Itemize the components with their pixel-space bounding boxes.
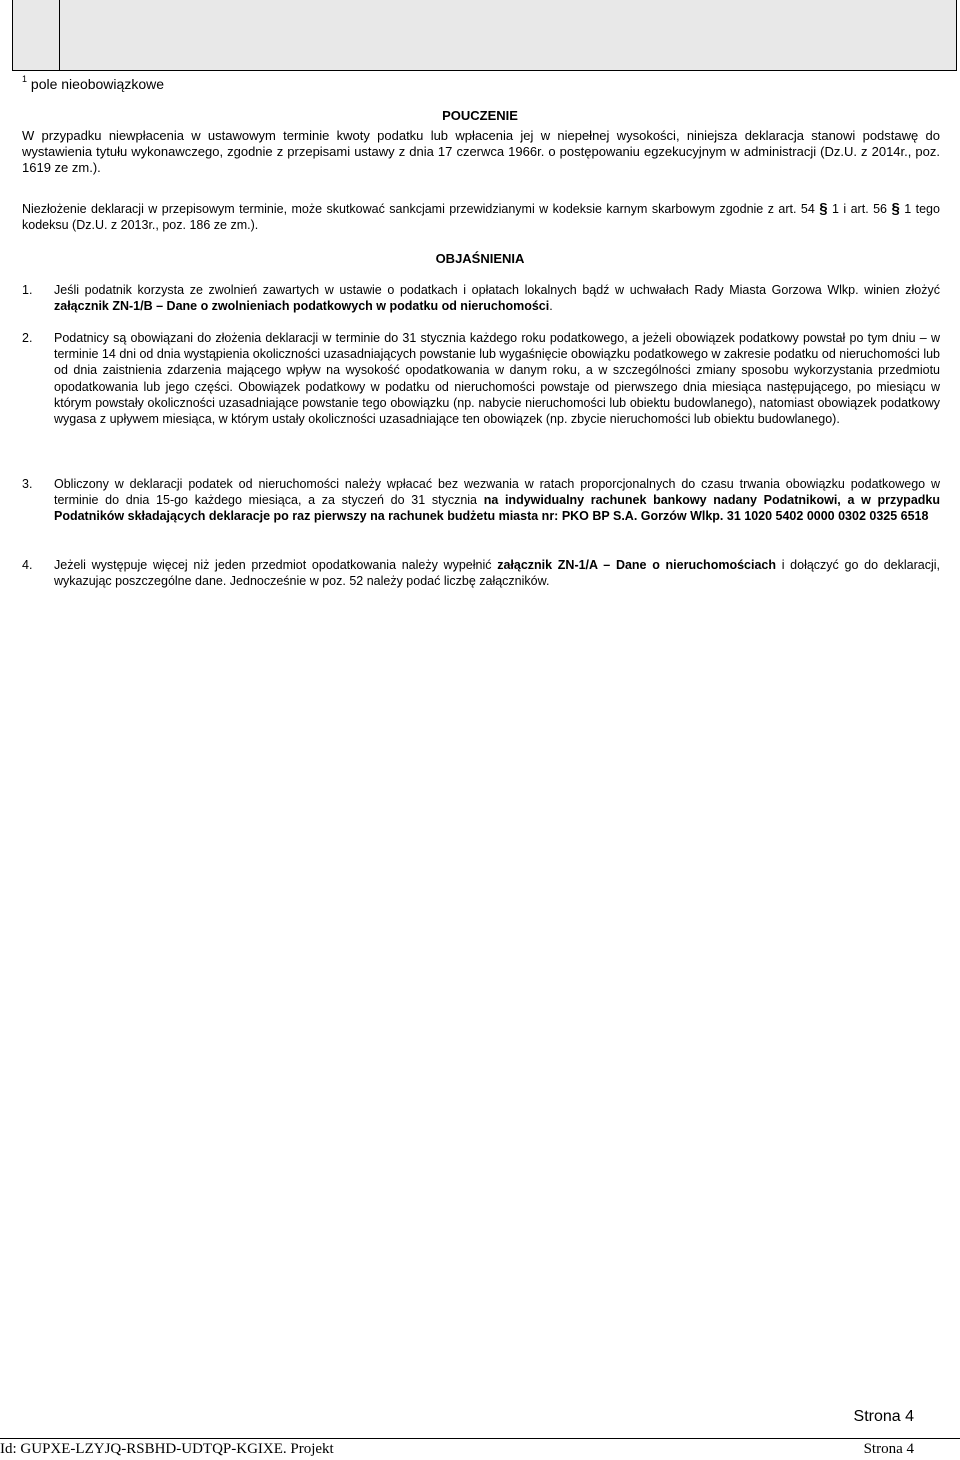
item-bold-text: załącznik ZN-1/A – Dane o nieruchomościach: [497, 558, 776, 572]
p2-part-c: 1 tego kodeksu (Dz.U. z 2013r., poz. 186 ze zm.).: [22, 202, 940, 232]
form-table-cell: [13, 0, 60, 70]
item-bold-text: na indywidualny rachunek bankowy nadany Podatnikowi, a w przypadku Podatników składających deklaracje po raz pierwszy na rachunek budżetu miasta nr: PKO BP S.A. Gorzów Wlkp. 31 1020 5402 0000 0302 0325 6518: [54, 493, 940, 524]
item-number: 4.: [22, 558, 33, 572]
objasnienia-heading: OBJAŚNIENIA: [435, 251, 525, 266]
item-text-after: i dołączyć go do deklaracji, wykazując poszczególne dane. Jednocześnie w poz. 52 należy podać liczbę załączników.: [54, 558, 940, 589]
objasnienia-item-1: [22, 282, 940, 314]
objasnienia-item-2: [22, 330, 940, 427]
footer-document-id: Id: GUPXE-LZYJQ-RSBHD-UDTQP-KGIXE. Projekt: [0, 1441, 334, 1457]
item-number: 3.: [22, 477, 33, 491]
item-text-after: .: [549, 299, 553, 314]
item-text: Obliczony w deklaracji podatek od nieruchomości należy wpłacać bez wezwania w ratach proporcjonalnych do czasu trwania obowiązku podatkowego w terminie do dnia 15-go każdego miesiąca, a za styczeń do 31 stycznia: [54, 477, 940, 508]
item-text: Jeżeli występuje więcej niż jeden przedmiot opodatkowania należy wypełnić: [54, 558, 498, 572]
pouczenie-paragraph-2: [22, 201, 940, 233]
footer-divider: [0, 1438, 960, 1439]
form-table-remnant: [12, 0, 957, 71]
objasnienia-item-3: [22, 476, 940, 525]
section-symbol: §: [891, 200, 900, 217]
item-text: Jeśli podatnik korzysta ze zwolnień zawartych w ustawie o podatkach i opłatach lokalnych bądź w uchwałach Rady Miasta Gorzowa Wlkp. winien złożyć: [54, 283, 940, 297]
footnote-text: pole nieobowiązkowe: [30, 76, 164, 92]
footnote: [22, 76, 164, 92]
p2-part-b: 1 i art. 56: [832, 202, 888, 216]
objasnienia-item-4: [22, 557, 940, 589]
pouczenie-paragraph-1: W przypadku niewpłacenia w ustawowym terminie kwoty podatku lub wpłacenia jej w niepełnej wysokości, niniejsza deklaracja stanowi podstawę do wystawienia tytułu wykonawczego, zgodnie z przepisami ustawy z dnia 17 czerwca 1966r. o postępowaniu egzekucyjnym w administracji (Dz.U. z 2014r., poz. 1619 ze zm.).: [22, 128, 940, 175]
section-symbol: §: [819, 200, 828, 217]
pouczenie-heading: POUCZENIE: [442, 108, 518, 123]
page-number-label: Strona 4: [853, 1408, 914, 1425]
form-table-cell: [60, 0, 956, 70]
item-number: 2.: [22, 331, 33, 345]
footnote-marker: 1: [22, 74, 28, 84]
p2-part-a: Niezłożenie deklaracji w przepisowym terminie, może skutkować sankcjami przewidzianymi w kodeksie karnym skarbowym zgodnie z art. 54: [22, 202, 815, 216]
item-bold-text: załącznik ZN-1/B – Dane o zwolnieniach podatkowych w podatku od nieruchomości: [54, 299, 550, 314]
footer-page-number: Strona 4: [863, 1441, 914, 1457]
item-text: Podatnicy są obowiązani do złożenia deklaracji w terminie do 31 stycznia każdego roku podatkowego, a jeżeli obowiązek podatkowy powstał po tym dniu – w terminie 14 dni od dnia wystąpienia okoliczności uzasadniających powstanie lub wygaśnięcie obowiązku podatkowego w zakresie podatku od nieruchomości lub od dnia zaistnienia zdarzenia mającego wpływ na wysokość opodatkowania w danym roku, a w szczególności zmiany sposobu wykorzystania przedmiotu opodatkowania lub jego części. Obowiązek podatkowy w podatku od nieruchomości powstaje od pierwszego dnia miesiąca następującego, po miesiącu w którym powstały okoliczności uzasadniające powstanie tego obowiązku (np. nabycie nieruchomości lub obiektu budowlanego), natomiast obowiązek podatkowy wygasa z upływem miesiąca, w którym ustały okoliczności uzasadniające ten obowiązek (np. zbycie nieruchomości lub obiektu budowlanego).: [54, 331, 940, 427]
item-number: 1.: [22, 283, 33, 297]
